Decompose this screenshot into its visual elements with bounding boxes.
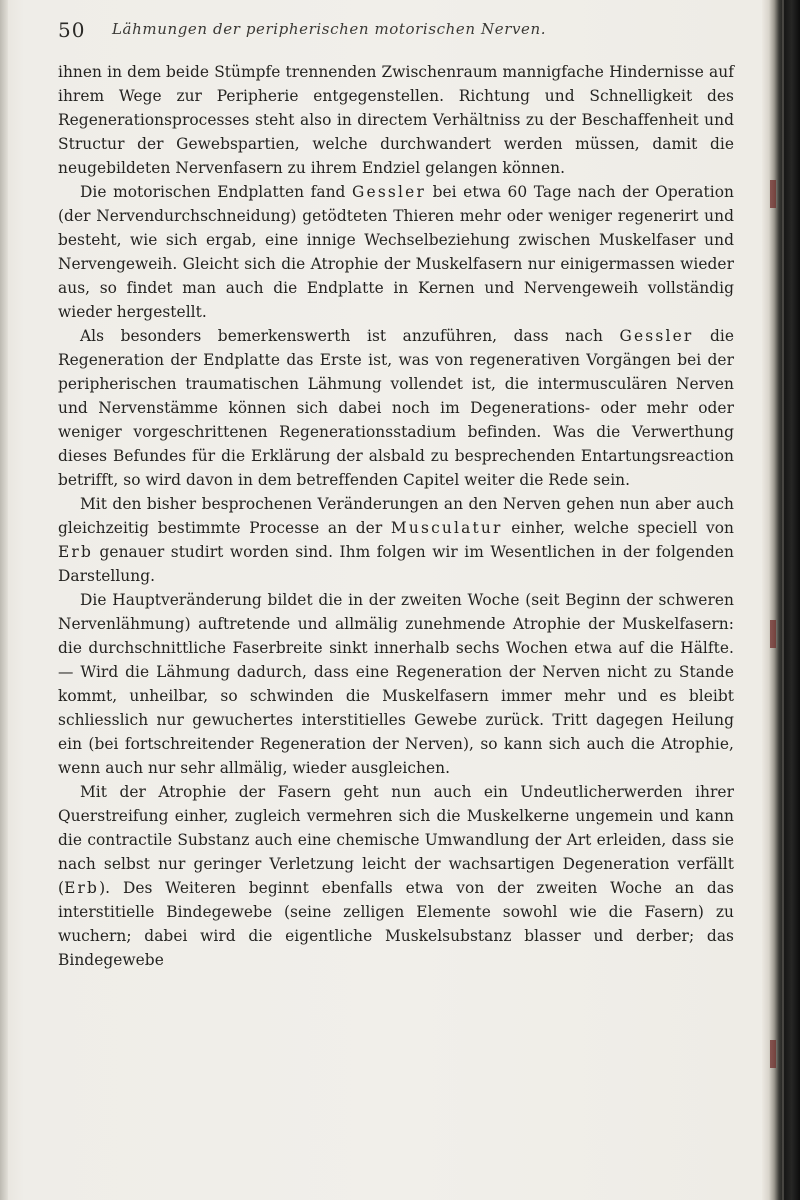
paragraph	[58, 588, 734, 780]
book-page	[58, 10, 734, 972]
text-segment: Die motorischen Endplatten fand	[80, 183, 353, 201]
running-title: Lähmungen der peripherischen motorischen Nerven.	[112, 20, 547, 38]
page-number: 50	[58, 18, 86, 42]
emphasized-name: Erb	[64, 879, 100, 897]
paragraph	[58, 492, 734, 588]
body-text	[58, 60, 734, 972]
text-segment: die Regeneration der Endplatte das Erste ist, was von regenerativen Vorgängen bei der peripherischen traumatischen Lähmung vollendet ist, die intermusculären Nerven und Nervenstämme können sich dabei noch im Degenerations- oder mehr oder weniger vorgeschrittenen Regenerationsstadium befinden. Was die Verwerthung dieses Befundes für die Erklärung der alsbald zu besprechenden Entartungsreaction betrifft, so wird davon in dem betreffenden Capitel weiter die Rede sein.	[58, 327, 734, 489]
page-left-edge	[0, 0, 8, 1200]
book-binding-edge	[762, 0, 800, 1200]
text-segment: Mit den bisher besprochenen Veränderungen an den Nerven gehen nun aber auch gleichzeitig bestimmte Processe an der	[58, 495, 734, 537]
paragraph	[58, 180, 734, 324]
text-segment: ihnen in dem beide Stümpfe trennenden Zwischenraum mannigfache Hindernisse auf ihrem Wege zur Peripherie entgegenstellen. Richtung und Schnelligkeit des Regenerationsprocesses steht also in directem Verhältniss zu der Beschaffenheit und Structur der Gewebspartien, welche durchwandert werden müssen, damit die neugebildeten Nervenfasern zu ihrem Endziel gelangen können.	[58, 63, 734, 177]
binding-shadow-line	[782, 0, 784, 1200]
paragraph	[58, 324, 734, 492]
emphasized-name: Erb	[58, 543, 94, 561]
paragraph	[58, 60, 734, 180]
text-segment: genauer studirt worden sind. Ihm folgen wir im Wesentlichen in der folgenden Darstellung.	[58, 543, 734, 585]
text-segment: einher, welche speciell von	[502, 519, 734, 537]
text-segment: ). Des Weiteren beginnt ebenfalls etwa von der zweiten Woche an das interstitielle Bindegewebe (seine zelligen Elemente sowohl wie die Fasern) zu wuchern; dabei wird die eigentliche Muskelsubstanz blasser und derber; das Bindegewebe	[58, 879, 734, 969]
paragraph	[58, 780, 734, 972]
text-segment: Als besonders bemerkenswerth ist anzuführen, dass nach	[80, 327, 620, 345]
binding-mark	[770, 620, 776, 648]
binding-mark	[770, 180, 776, 208]
binding-mark	[770, 1040, 776, 1068]
text-segment: Mit der Atrophie der Fasern geht nun auch ein Undeutlicherwerden ihrer Querstreifung einher, zugleich vermehren sich die Muskelkerne ungemein und kann die contractile Substanz auch eine chemische Umwandlung der Art erleiden, dass sie nach selbst nur geringer Verletzung leicht der wachsartigen Degeneration verfällt (	[58, 783, 734, 897]
text-segment: bei etwa 60 Tage nach der Operation (der Nervendurchschneidung) getödteten Thieren mehr oder weniger regenerirt und besteht, wie sich ergab, eine innige Wechselbeziehung zwischen Muskelfaser und Nervengeweih. Gleicht sich die Atrophie der Muskelfasern nur einigermassen wieder aus, so findet man auch die Endplatte in Kernen und Nervengeweih vollständig wieder hergestellt.	[58, 183, 734, 321]
emphasized-name: Gessler	[352, 183, 427, 201]
running-head	[58, 10, 734, 56]
emphasized-name: Gessler	[619, 327, 694, 345]
emphasized-name: Musculatur	[390, 519, 503, 537]
text-segment: Die Hauptveränderung bildet die in der zweiten Woche (seit Beginn der schweren Nervenlähmung) auftretende und allmälig zunehmende Atrophie der Muskelfasern: die durchschnittliche Faserbreite sinkt innerhalb sechs Wochen etwa auf die Hälfte. — Wird die Lähmung dadurch, dass eine Regeneration der Nerven nicht zu Stande kommt, unheilbar, so schwinden die Muskelfasern immer mehr und es bleibt schliesslich nur gewuchertes interstitielles Gewebe zurück. Tritt dagegen Heilung ein (bei fortschreitender Regeneration der Nerven), so kann sich auch die Atrophie, wenn auch nur sehr allmälig, wieder ausgleichen.	[58, 591, 734, 777]
